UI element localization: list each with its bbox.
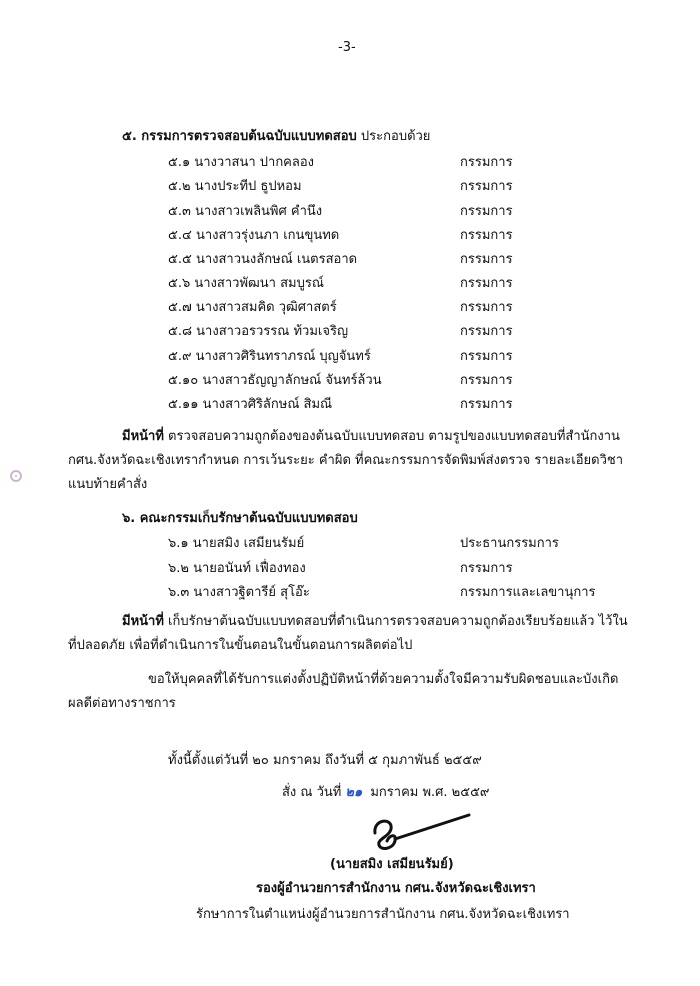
effective-date: ทั้งนี้ตั้งแต่วันที่ ๒๐ มกราคม ถึงวันที่ ๕ กุมภาพันธ์ ๒๕๕๙	[168, 753, 482, 768]
section6-duty-paragraph	[68, 610, 633, 658]
duty-label: มีหน้าที่	[122, 614, 164, 629]
item-number: ๕.๑๐	[168, 373, 199, 388]
handwritten-day: ๒๑	[345, 785, 363, 800]
member-name: นายสมิง เสมียนรัมย์	[192, 536, 305, 551]
item-number: ๕.๕	[168, 252, 192, 267]
signer-name: (นายสมิง เสมียนรัมย์)	[330, 857, 454, 872]
member-name: นางสาวศิริลักษณ์ สิมณี	[202, 397, 333, 412]
section5-duty-paragraph	[68, 425, 633, 497]
item-number: ๕.๙	[168, 349, 192, 364]
list-item	[168, 203, 322, 221]
member-role: กรรมการ	[460, 204, 513, 219]
member-name: นางสาวสมคิด วุฒิศาสตร์	[195, 300, 337, 315]
member-role: กรรมการ	[460, 349, 513, 364]
item-number: ๕.๔	[168, 228, 192, 243]
member-name: นางสาวรุ่งนภา เกนขุนทด	[195, 228, 340, 243]
order-date-suffix: มกราคม พ.ศ. ๒๕๕๙	[370, 785, 490, 800]
page-number: -3-	[338, 40, 356, 55]
closing-paragraph: ขอให้บุคคลที่ได้รับการแต่งตั้งปฏิบัติหน้าที่ด้วยความตั้งใจมีความรับผิดชอบและบังเกิดผลดีต่อทางราชการ	[68, 672, 619, 711]
signer-title: รองผู้อำนวยการสำนักงาน กศน.จังหวัดฉะเชิงเทรา	[256, 881, 536, 896]
item-number: ๕.๑๑	[168, 397, 199, 412]
list-item	[168, 323, 348, 341]
member-role: กรรมการ	[460, 276, 513, 291]
item-number: ๕.๖	[168, 276, 191, 291]
section5-title-suffix: ประกอบด้วย	[360, 129, 431, 144]
member-role: กรรมการ	[460, 300, 513, 315]
handwritten-signature	[365, 805, 475, 855]
duty-text: ตรวจสอบความถูกต้องของต้นฉบับแบบทดสอบ ตามรูปของแบบทดสอบที่สำนักงาน กศน.จังหวัดฉะเชิงเทรากำหนด การเว้นระยะ คำผิด ที่คณะกรรมการจัดพิมพ์ส่งตรวจ รายละเอียดวิชาแนบท้ายคำสั่ง	[68, 429, 624, 492]
member-role: กรรมการและเลขานุการ	[460, 585, 596, 600]
member-name: นางวาสนา ปากคลอง	[194, 155, 315, 170]
member-role: กรรมการ	[460, 561, 513, 576]
order-date	[282, 784, 489, 802]
list-item	[168, 227, 339, 245]
order-date-prefix: สั่ง ณ วันที่	[282, 785, 342, 800]
item-number: ๕.๓	[168, 204, 191, 219]
list-item	[168, 275, 324, 293]
item-number: ๖.๓	[168, 585, 190, 600]
list-item	[168, 535, 304, 553]
member-role: กรรมการ	[460, 228, 513, 243]
list-item	[168, 560, 306, 578]
duty-label: มีหน้าที่	[122, 429, 164, 444]
item-number: ๕.๒	[168, 179, 191, 194]
member-name: นางสาวนงลักษณ์ เนตรสอาด	[195, 252, 358, 267]
member-name: นางสาวธัญญาลักษณ์ จันทร์ล้วน	[202, 373, 382, 388]
member-name: นางสาวพัฒนา สมบูรณ์	[194, 276, 324, 291]
item-number: ๕.๘	[168, 324, 193, 339]
item-number: ๖.๒	[168, 561, 189, 576]
member-role: กรรมการ	[460, 155, 513, 170]
list-item	[168, 154, 314, 172]
member-role: กรรมการ	[460, 373, 513, 388]
list-item	[168, 299, 337, 317]
member-role: กรรมการ	[460, 252, 513, 267]
member-name: นางประทีป ธูปหอม	[194, 179, 302, 194]
list-item	[168, 372, 382, 390]
member-name: นางสาวอรวรรณ ท้วมเจริญ	[196, 324, 349, 339]
member-name: นางสาวศิรินทราภรณ์ บุญจันทร์	[195, 349, 371, 364]
item-number: ๕.๑	[168, 155, 191, 170]
item-number: ๖.๑	[168, 536, 189, 551]
signer-acting-title: รักษาการในตำแหน่งผู้อำนวยการสำนักงาน กศน.จังหวัดฉะเชิงเทรา	[196, 907, 570, 922]
section5-heading	[122, 128, 430, 146]
section5-title: ๕. กรรมการตรวจสอบต้นฉบับแบบทดสอบ	[122, 129, 357, 144]
duty-text: เก็บรักษาต้นฉบับแบบทดสอบที่ดำเนินการตรวจสอบความถูกต้องเรียบร้อยแล้ว ไว้ในที่ปลอดภัย เพื่อที่ดำเนินการในขั้นตอนในขั้นตอนการผลิตต่อไป	[68, 614, 628, 653]
list-item	[168, 348, 371, 366]
member-name: นายอนันท์ เฟื่องทอง	[193, 561, 306, 576]
member-role: กรรมการ	[460, 397, 513, 412]
member-role: ประธานกรรมการ	[460, 536, 559, 551]
punch-hole-mark	[10, 470, 22, 482]
list-item	[168, 396, 332, 414]
section6-title: ๖. คณะกรรมเก็บรักษาต้นฉบับแบบทดสอบ	[122, 511, 358, 526]
list-item	[168, 178, 302, 196]
list-item	[168, 584, 310, 602]
member-name: นางสาวฐิตารีย์ สุโอ๊ะ	[193, 585, 310, 600]
item-number: ๕.๗	[168, 300, 192, 315]
list-item	[168, 251, 357, 269]
member-name: นางสาวเพลินพิศ คำนึง	[195, 204, 323, 219]
member-role: กรรมการ	[460, 324, 513, 339]
member-role: กรรมการ	[460, 179, 513, 194]
